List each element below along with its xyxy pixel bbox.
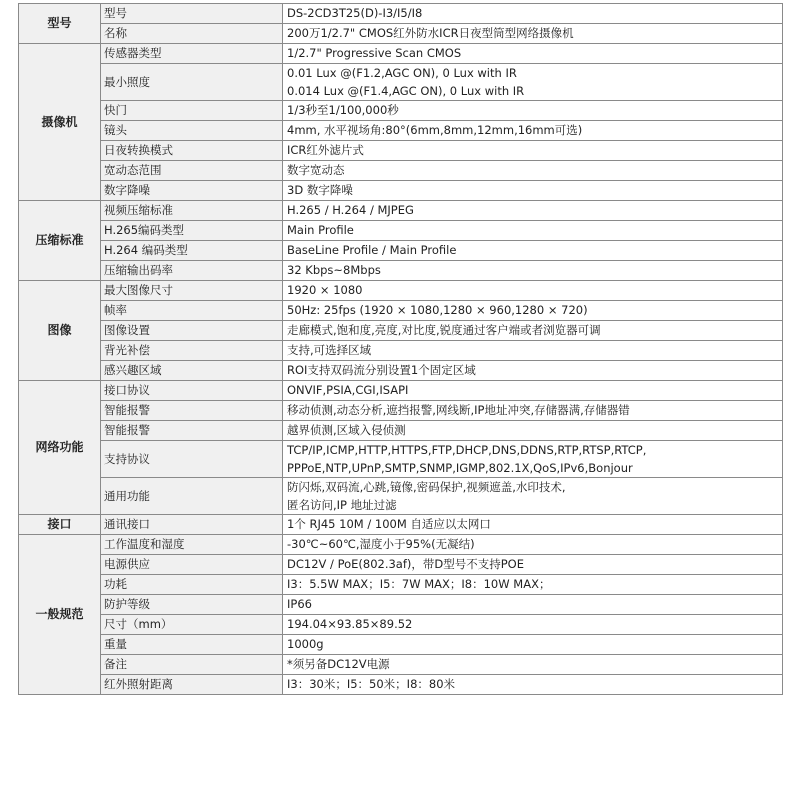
spec-label: 宽动态范围 xyxy=(101,161,283,181)
spec-value-line: 3D 数字降噪 xyxy=(287,183,353,197)
spec-label: 数字降噪 xyxy=(101,181,283,201)
spec-row xyxy=(19,421,783,441)
spec-label: 红外照射距离 xyxy=(101,675,283,695)
spec-row xyxy=(19,261,783,281)
spec-value xyxy=(283,441,783,478)
spec-label: 接口协议 xyxy=(101,381,283,401)
spec-value xyxy=(283,64,783,101)
spec-label: 型号 xyxy=(101,4,283,24)
spec-label: 重量 xyxy=(101,635,283,655)
spec-label: 最大图像尺寸 xyxy=(101,281,283,301)
spec-label: 背光补偿 xyxy=(101,341,283,361)
spec-value xyxy=(283,121,783,141)
spec-label: 电源供应 xyxy=(101,555,283,575)
spec-row xyxy=(19,535,783,555)
spec-value-line: 防闪烁,双码流,心跳,镜像,密码保护,视频遮盖,水印技术, xyxy=(287,480,566,494)
spec-label: 工作温度和湿度 xyxy=(101,535,283,555)
section-title: 压缩标准 xyxy=(19,201,101,281)
spec-value-line: 1920 × 1080 xyxy=(287,283,363,297)
spec-label: H.265编码类型 xyxy=(101,221,283,241)
spec-value-line: ICR红外滤片式 xyxy=(287,143,364,157)
spec-value xyxy=(283,575,783,595)
spec-value-line: 200万1/2.7" CMOS红外防水ICR日夜型筒型网络摄像机 xyxy=(287,26,574,40)
spec-value-line: 1/2.7" Progressive Scan CMOS xyxy=(287,46,462,60)
spec-row xyxy=(19,161,783,181)
spec-value-line: H.265 / H.264 / MJPEG xyxy=(287,203,414,217)
spec-row xyxy=(19,675,783,695)
spec-value-line: BaseLine Profile / Main Profile xyxy=(287,243,457,257)
spec-label: 备注 xyxy=(101,655,283,675)
spec-value xyxy=(283,161,783,181)
spec-value xyxy=(283,615,783,635)
spec-value-line: 1000g xyxy=(287,637,324,651)
spec-value xyxy=(283,341,783,361)
spec-value-line: 1个 RJ45 10M / 100M 自适应以太网口 xyxy=(287,517,491,531)
section-title: 接口 xyxy=(19,515,101,535)
spec-value xyxy=(283,421,783,441)
spec-value-line: I3：30米；I5：50米；I8：80米 xyxy=(287,677,456,691)
spec-label: H.264 编码类型 xyxy=(101,241,283,261)
spec-table xyxy=(18,3,783,695)
spec-row xyxy=(19,515,783,535)
spec-row xyxy=(19,441,783,478)
spec-value xyxy=(283,24,783,44)
spec-value-line: 越界侦测,区域入侵侦测 xyxy=(287,423,406,437)
spec-label: 传感器类型 xyxy=(101,44,283,64)
spec-value-line: IP66 xyxy=(287,597,312,611)
spec-label: 支持协议 xyxy=(101,441,283,478)
spec-row xyxy=(19,575,783,595)
spec-value xyxy=(283,478,783,515)
spec-label: 日夜转换模式 xyxy=(101,141,283,161)
spec-value xyxy=(283,381,783,401)
spec-label: 镜头 xyxy=(101,121,283,141)
spec-value xyxy=(283,4,783,24)
spec-row xyxy=(19,635,783,655)
spec-value-line: 1/3秒至1/100,000秒 xyxy=(287,103,399,117)
spec-value xyxy=(283,241,783,261)
spec-value-line: *须另备DC12V电源 xyxy=(287,657,390,671)
section-title: 一般规范 xyxy=(19,535,101,695)
spec-label: 图像设置 xyxy=(101,321,283,341)
spec-label: 帧率 xyxy=(101,301,283,321)
spec-value xyxy=(283,555,783,575)
spec-value-line: 0.01 Lux @(F1.2,AGC ON), 0 Lux with IR xyxy=(287,66,517,80)
spec-row xyxy=(19,121,783,141)
spec-row xyxy=(19,281,783,301)
spec-row xyxy=(19,241,783,261)
spec-value xyxy=(283,101,783,121)
spec-value xyxy=(283,221,783,241)
spec-row xyxy=(19,201,783,221)
spec-row xyxy=(19,141,783,161)
spec-label: 尺寸（mm） xyxy=(101,615,283,635)
spec-label: 压缩输出码率 xyxy=(101,261,283,281)
spec-label: 通用功能 xyxy=(101,478,283,515)
spec-label: 功耗 xyxy=(101,575,283,595)
spec-value xyxy=(283,301,783,321)
spec-row xyxy=(19,401,783,421)
spec-row xyxy=(19,101,783,121)
spec-row xyxy=(19,301,783,321)
spec-value-line: Main Profile xyxy=(287,223,354,237)
spec-value xyxy=(283,181,783,201)
spec-value-line: DC12V / PoE(802.3af)，带D型号不支持POE xyxy=(287,557,524,571)
spec-row xyxy=(19,478,783,515)
spec-row xyxy=(19,4,783,24)
spec-row xyxy=(19,181,783,201)
spec-value-line: 32 Kbps~8Mbps xyxy=(287,263,381,277)
section-title: 网络功能 xyxy=(19,381,101,515)
spec-value xyxy=(283,361,783,381)
spec-value xyxy=(283,535,783,555)
spec-value-line: 194.04×93.85×89.52 xyxy=(287,617,413,631)
spec-value xyxy=(283,635,783,655)
spec-value-line: 0.014 Lux @(F1.4,AGC ON), 0 Lux with IR xyxy=(287,84,525,98)
spec-label: 智能报警 xyxy=(101,421,283,441)
spec-value-line: 50Hz: 25fps (1920 × 1080,1280 × 960,1280 × 720) xyxy=(287,303,588,317)
spec-value-line: 匿名访问,IP 地址过滤 xyxy=(287,498,397,512)
spec-label: 防护等级 xyxy=(101,595,283,615)
spec-row xyxy=(19,555,783,575)
spec-label: 智能报警 xyxy=(101,401,283,421)
spec-value xyxy=(283,201,783,221)
spec-label: 感兴趣区域 xyxy=(101,361,283,381)
spec-value xyxy=(283,261,783,281)
section-title: 摄像机 xyxy=(19,44,101,201)
spec-value xyxy=(283,281,783,301)
spec-value xyxy=(283,655,783,675)
spec-label: 名称 xyxy=(101,24,283,44)
spec-value xyxy=(283,141,783,161)
spec-row xyxy=(19,221,783,241)
spec-value-line: 走廊模式,饱和度,亮度,对比度,锐度通过客户端或者浏览器可调 xyxy=(287,323,601,337)
spec-value xyxy=(283,595,783,615)
spec-value-line: I3：5.5W MAX；I5：7W MAX；I8：10W MAX； xyxy=(287,577,551,591)
spec-value xyxy=(283,401,783,421)
spec-value xyxy=(283,675,783,695)
spec-value-line: ONVIF,PSIA,CGI,ISAPI xyxy=(287,383,409,397)
spec-value-line: -30℃~60℃,湿度小于95%(无凝结) xyxy=(287,537,475,551)
spec-table-body xyxy=(19,4,783,695)
spec-value xyxy=(283,44,783,64)
spec-row xyxy=(19,321,783,341)
spec-value-line: PPPoE,NTP,UPnP,SMTP,SNMP,IGMP,802.1X,QoS,IPv6,Bonjour xyxy=(287,461,633,475)
spec-value xyxy=(283,321,783,341)
spec-row xyxy=(19,341,783,361)
spec-value-line: ROI支持双码流分别设置1个固定区域 xyxy=(287,363,476,377)
spec-label: 快门 xyxy=(101,101,283,121)
spec-label: 视频压缩标准 xyxy=(101,201,283,221)
spec-value-line: 移动侦测,动态分析,遮挡报警,网线断,IP地址冲突,存储器满,存储器错 xyxy=(287,403,630,417)
spec-row xyxy=(19,44,783,64)
spec-row xyxy=(19,655,783,675)
spec-row xyxy=(19,361,783,381)
spec-row xyxy=(19,615,783,635)
spec-row xyxy=(19,24,783,44)
spec-value-line: DS-2CD3T25(D)-I3/I5/I8 xyxy=(287,6,423,20)
spec-value-line: 数字宽动态 xyxy=(287,163,345,177)
spec-label: 最小照度 xyxy=(101,64,283,101)
section-title: 图像 xyxy=(19,281,101,381)
spec-row xyxy=(19,595,783,615)
spec-label: 通讯接口 xyxy=(101,515,283,535)
section-title: 型号 xyxy=(19,4,101,44)
spec-value xyxy=(283,515,783,535)
spec-value-line: TCP/IP,ICMP,HTTP,HTTPS,FTP,DHCP,DNS,DDNS,RTP,RTSP,RTCP, xyxy=(287,443,647,457)
spec-value-line: 支持,可选择区域 xyxy=(287,343,372,357)
spec-value-line: 4mm, 水平视场角:80°(6mm,8mm,12mm,16mm可选) xyxy=(287,123,583,137)
spec-row xyxy=(19,64,783,101)
spec-row xyxy=(19,381,783,401)
